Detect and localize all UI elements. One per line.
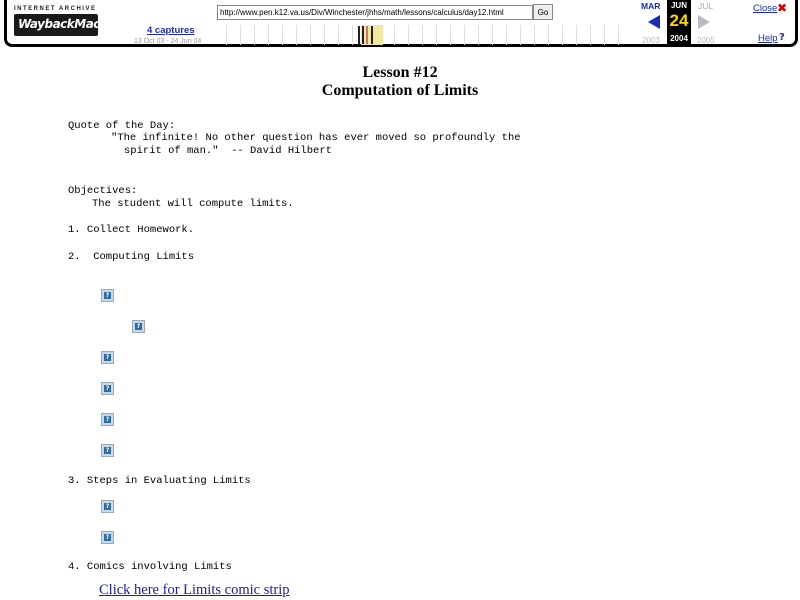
capture-timeline[interactable] (218, 25, 630, 45)
agenda-item-3: 3. Steps in Evaluating Limits (68, 475, 251, 487)
current-year: 2004 (670, 34, 688, 43)
broken-image-icon: ? (101, 444, 114, 457)
current-month: JUN (670, 1, 687, 10)
broken-image-icon: ? (101, 382, 114, 395)
comic-strip-link[interactable]: Click here for Limits comic strip (99, 582, 290, 598)
capture-bar[interactable] (366, 26, 368, 44)
captures-link[interactable]: 4 captures (147, 25, 195, 36)
broken-image-icon: ? (101, 500, 114, 513)
help-icon[interactable]: ? (779, 32, 785, 43)
broken-image-icon: ? (132, 320, 145, 333)
close-icon[interactable]: ✖ (777, 1, 788, 15)
agenda-item-1: 1. Collect Homework. (68, 224, 195, 236)
next-year: 2005 (697, 36, 715, 45)
capture-bar[interactable] (362, 26, 364, 44)
capture-bar[interactable] (358, 26, 360, 44)
objective-text: The student will compute limits. (92, 198, 294, 210)
close-link[interactable]: Close (753, 3, 778, 14)
prev-capture-arrow-icon[interactable] (648, 15, 660, 29)
next-month: JUL (698, 1, 714, 11)
next-capture-arrow-icon (698, 15, 710, 29)
logo-wayback-text: WaybackMachine (18, 17, 128, 31)
help-link[interactable]: Help (758, 33, 778, 44)
broken-image-icon: ? (101, 351, 114, 364)
page-title (0, 64, 800, 100)
agenda-item-2: 2. Computing Limits (68, 251, 195, 263)
broken-image-icon: ? (101, 289, 114, 302)
current-day: 24 (669, 11, 689, 30)
wayback-logo[interactable] (14, 6, 128, 38)
lesson-number: Lesson #12 (362, 64, 438, 81)
logo-wayback-badge (14, 14, 128, 36)
objectives-heading: Objectives: (68, 185, 138, 197)
logo-internet-archive-text: INTERNET ARCHIVE (14, 6, 97, 12)
capture-range: 13 Oct 03 - 24 Jun 04 (134, 38, 202, 45)
capture-bar[interactable] (371, 26, 373, 44)
url-input[interactable]: http://www.pen.k12.va.us/Div/Winchester/jhhs/math/lessons/calculus/day12.html (217, 5, 533, 20)
quote-line-1: "The infinite! No other question has ever moved so profoundly the (111, 132, 521, 144)
wayback-toolbar (0, 0, 800, 52)
quote-heading: Quote of the Day: (68, 120, 176, 132)
broken-image-icon: ? (101, 531, 114, 544)
go-button[interactable]: Go (533, 4, 553, 20)
broken-image-icon: ? (101, 413, 114, 426)
prev-year: 2003 (642, 36, 660, 45)
lesson-title: Computation of Limits (321, 82, 479, 99)
prev-month[interactable]: MAR (641, 1, 661, 11)
current-capture-date (667, 0, 691, 45)
quote-line-2: spirit of man." -- David Hilbert (124, 145, 332, 157)
agenda-item-4: 4. Comics involving Limits (68, 561, 232, 573)
